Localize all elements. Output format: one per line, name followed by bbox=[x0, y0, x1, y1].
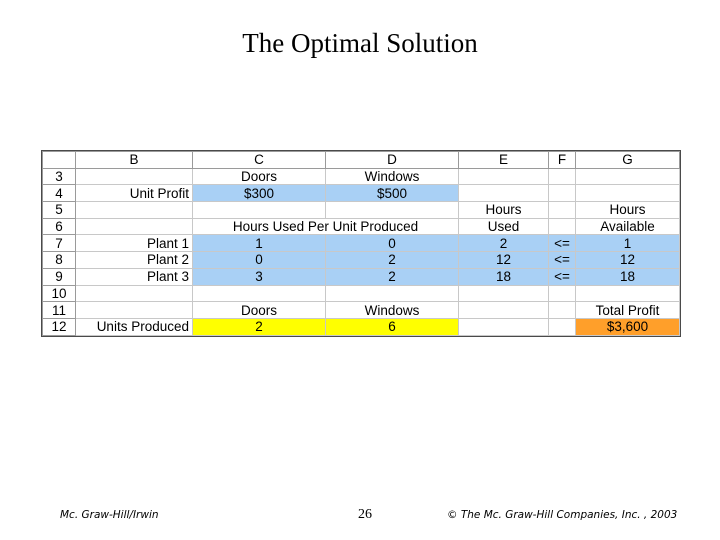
corner-cell[interactable] bbox=[43, 152, 76, 169]
cell-b10[interactable] bbox=[76, 285, 193, 302]
row-header[interactable]: 6 bbox=[43, 218, 76, 235]
cell-f11[interactable] bbox=[549, 302, 576, 319]
sheet-row bbox=[43, 252, 680, 269]
row-header[interactable]: 10 bbox=[43, 285, 76, 302]
cell-d7[interactable]: 0 bbox=[326, 235, 459, 252]
column-header-e[interactable]: E bbox=[459, 152, 549, 169]
cell-b6[interactable] bbox=[76, 218, 193, 235]
cell-f3[interactable] bbox=[549, 168, 576, 185]
sheet-row bbox=[43, 285, 680, 302]
sheet-row bbox=[43, 218, 680, 235]
row-header[interactable]: 7 bbox=[43, 235, 76, 252]
row-header[interactable]: 4 bbox=[43, 185, 76, 202]
cell-f10[interactable] bbox=[549, 285, 576, 302]
cell-e6[interactable]: Used bbox=[459, 218, 549, 235]
column-header-d[interactable]: D bbox=[326, 152, 459, 169]
cell-d4[interactable]: $500 bbox=[326, 185, 459, 202]
cell-f6[interactable] bbox=[549, 218, 576, 235]
sheet-row bbox=[43, 318, 680, 335]
cell-e4[interactable] bbox=[459, 185, 549, 202]
row-header[interactable]: 11 bbox=[43, 302, 76, 319]
cell-g9[interactable]: 18 bbox=[576, 268, 680, 285]
sheet-row bbox=[43, 302, 680, 319]
cell-d9[interactable]: 2 bbox=[326, 268, 459, 285]
cell-g8[interactable]: 12 bbox=[576, 252, 680, 269]
column-header-c[interactable]: C bbox=[193, 152, 326, 169]
cell-g7[interactable]: 1 bbox=[576, 235, 680, 252]
cell-d8[interactable]: 2 bbox=[326, 252, 459, 269]
spreadsheet bbox=[42, 151, 680, 336]
sheet-row bbox=[43, 202, 680, 219]
cell-e11[interactable] bbox=[459, 302, 549, 319]
cell-c3[interactable]: Doors bbox=[193, 168, 326, 185]
cell-d3[interactable]: Windows bbox=[326, 168, 459, 185]
cell-g12[interactable]: $3,600 bbox=[576, 318, 680, 335]
sheet-row bbox=[43, 168, 680, 185]
cell-f9[interactable]: <= bbox=[549, 268, 576, 285]
footer-copyright: © The Mc. Graw-Hill Companies, Inc. , 2003 bbox=[447, 509, 678, 521]
cell-g10[interactable] bbox=[576, 285, 680, 302]
cell-d11[interactable]: Windows bbox=[326, 302, 459, 319]
row-header[interactable]: 5 bbox=[43, 202, 76, 219]
row-header[interactable]: 3 bbox=[43, 168, 76, 185]
cell-f5[interactable] bbox=[549, 202, 576, 219]
row-header[interactable]: 9 bbox=[43, 268, 76, 285]
cell-c7[interactable]: 1 bbox=[193, 235, 326, 252]
cell-d10[interactable] bbox=[326, 285, 459, 302]
cell-d5[interactable] bbox=[326, 202, 459, 219]
cell-e3[interactable] bbox=[459, 168, 549, 185]
row-header[interactable]: 12 bbox=[43, 318, 76, 335]
cell-d12[interactable]: 6 bbox=[326, 318, 459, 335]
cell-f12[interactable] bbox=[549, 318, 576, 335]
cell-g3[interactable] bbox=[576, 168, 680, 185]
slide-title: The Optimal Solution bbox=[242, 28, 478, 58]
column-header-f[interactable]: F bbox=[549, 152, 576, 169]
cell-b12[interactable]: Units Produced bbox=[76, 318, 193, 335]
row-header[interactable]: 8 bbox=[43, 252, 76, 269]
cell-b7[interactable]: Plant 1 bbox=[76, 235, 193, 252]
sheet-row bbox=[43, 235, 680, 252]
cell-c9[interactable]: 3 bbox=[193, 268, 326, 285]
cell-c4[interactable]: $300 bbox=[193, 185, 326, 202]
cell-e12[interactable] bbox=[459, 318, 549, 335]
cell-b3[interactable] bbox=[76, 168, 193, 185]
cell-b4[interactable]: Unit Profit bbox=[76, 185, 193, 202]
cell-e8[interactable]: 12 bbox=[459, 252, 549, 269]
column-header-g[interactable]: G bbox=[576, 152, 680, 169]
cell-c8[interactable]: 0 bbox=[193, 252, 326, 269]
cell-b8[interactable]: Plant 2 bbox=[76, 252, 193, 269]
cell-e9[interactable]: 18 bbox=[459, 268, 549, 285]
sheet-row bbox=[43, 185, 680, 202]
column-header-row bbox=[43, 152, 680, 169]
sheet-row bbox=[43, 268, 680, 285]
column-header-b[interactable]: B bbox=[76, 152, 193, 169]
cell-f7[interactable]: <= bbox=[549, 235, 576, 252]
cell-c12[interactable]: 2 bbox=[193, 318, 326, 335]
cell-g6[interactable]: Available bbox=[576, 218, 680, 235]
cell-e10[interactable] bbox=[459, 285, 549, 302]
cell-g11[interactable]: Total Profit bbox=[576, 302, 680, 319]
cell-b11[interactable] bbox=[76, 302, 193, 319]
cell-f4[interactable] bbox=[549, 185, 576, 202]
cell-g4[interactable] bbox=[576, 185, 680, 202]
cell-e5[interactable]: Hours bbox=[459, 202, 549, 219]
cell-c6-d6[interactable]: Hours Used Per Unit Produced bbox=[193, 218, 459, 235]
cell-c11[interactable]: Doors bbox=[193, 302, 326, 319]
cell-b5[interactable] bbox=[76, 202, 193, 219]
cell-c10[interactable] bbox=[193, 285, 326, 302]
page-number: 26 bbox=[358, 507, 372, 522]
footer-publisher: Mc. Graw-Hill/Irwin bbox=[60, 509, 159, 521]
cell-e7[interactable]: 2 bbox=[459, 235, 549, 252]
cell-f8[interactable]: <= bbox=[549, 252, 576, 269]
cell-c5[interactable] bbox=[193, 202, 326, 219]
cell-b9[interactable]: Plant 3 bbox=[76, 268, 193, 285]
cell-g5[interactable]: Hours bbox=[576, 202, 680, 219]
